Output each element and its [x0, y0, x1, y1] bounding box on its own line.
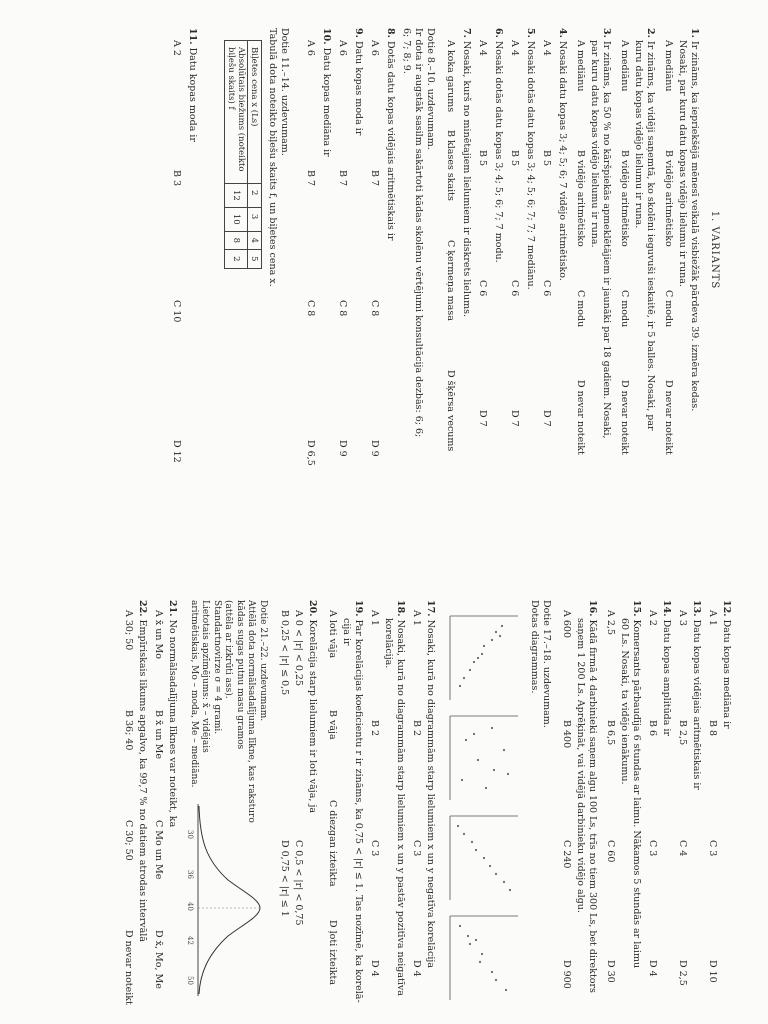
option-b[interactable]: B 2 — [411, 720, 422, 737]
question-text: Kādā firmā 4 darbinieki saņem algu 100 Ls, trīs no tiem 300 Ls, bet direktors — [587, 619, 598, 993]
variant-title: 1. VARIANTS — [709, 210, 720, 290]
question-3 — [588, 28, 612, 439]
question-5 — [524, 28, 536, 290]
question-15 — [618, 600, 642, 968]
option-a[interactable]: A 6 — [337, 40, 348, 56]
question-text: Datu kopas moda ir — [187, 47, 198, 142]
option-a[interactable]: A 30; 50 — [123, 610, 134, 651]
option-d[interactable]: D nevar noteikt — [663, 380, 674, 455]
intro-text-2: kādas sugas putnu masu gramos — [235, 600, 245, 750]
question-number: 7. — [461, 28, 472, 38]
option-a[interactable]: A x̄ un Mo — [153, 610, 164, 659]
option-c[interactable]: C 0,5 < |r| < 0,75 — [293, 840, 304, 926]
table-cell: 3 — [248, 207, 262, 231]
intro-text: Dotas diagrammas. — [529, 600, 540, 694]
intro-text-5: Lietotais apzīmējums: x̄ – vidējais — [200, 600, 211, 753]
intro-21-22 — [188, 600, 269, 823]
option-d[interactable]: D 900 — [561, 960, 572, 989]
option-c[interactable]: C modu — [619, 290, 630, 328]
question-19 — [340, 600, 364, 1003]
intro-text-6: aritmētiskais, Mo – moda, Me – mediāna. — [189, 600, 199, 788]
option-d[interactable]: D x̄, Mo, Me — [153, 930, 164, 989]
option-b[interactable]: B vāja — [327, 710, 338, 740]
question-6 — [492, 28, 504, 263]
option-a[interactable]: A 6 — [305, 40, 316, 56]
question-text: Datu kopas mediāna ir — [321, 47, 332, 157]
question-text-cont: saņem 1 200 Ls. Aprēķināt, vai vidējā darbinieku vidējo algu. — [575, 618, 586, 913]
option-a[interactable]: A 2,5 — [605, 610, 616, 635]
question-text: Nosaki, kurš no minētajiem lielumiem ir diskrets lielums. — [461, 40, 472, 317]
question-text: Datu kopas mediāna ir — [721, 619, 732, 729]
question-text: Nosaki, kurā no diagrammām starp lielumiem x un y pastāv pozitīva neigatīva — [395, 619, 406, 996]
option-a[interactable]: A 6 — [369, 40, 380, 56]
question-text: Nosaki, kurā no diagrammām starp lielumiem x un y negatīva korelācija — [425, 619, 436, 968]
question-text: Nosaki dotās datu kopas 3; 4; 5; 6; 7; 7; 7 mediānu. — [525, 40, 536, 290]
question-number: 18. — [395, 600, 406, 617]
intro-17-18 — [528, 600, 552, 728]
option-c[interactable]: C 6 — [509, 280, 520, 297]
question-text-cont: korelācija. — [383, 618, 394, 669]
question-18 — [382, 600, 406, 996]
option-c[interactable]: C 30; 50 — [123, 820, 134, 861]
question-text: No normālsadalījuma līknes var noteikt, ka — [167, 619, 178, 828]
question-7 — [460, 28, 472, 317]
option-c[interactable]: C ķermeņa masa — [445, 240, 456, 321]
option-c[interactable]: C modu — [663, 290, 674, 328]
question-text: Ir zināms, ka vidēji saņemtā, ko skolēni ieguvuši ieskaitē, ir 5 balles. Nosaki, par — [645, 40, 656, 431]
intro-8-10 — [400, 28, 436, 437]
question-text: Dotās datu kopas vidējais aritmētiskais ir — [385, 40, 396, 241]
question-text: Nosaki datu kopas 3; 4; 5; 6; 7 vidējo aritmētisko. — [557, 40, 568, 281]
option-c[interactable]: C 10 — [171, 300, 182, 323]
intro-text-cont: 6; 7; 8; 9. — [401, 28, 412, 74]
option-a[interactable]: A 1 — [369, 610, 380, 626]
option-b[interactable]: B 7 — [369, 170, 380, 187]
option-b[interactable]: B vidējo aritmētisko — [619, 150, 630, 247]
question-11 — [186, 28, 198, 142]
option-b[interactable]: B klases skaits — [445, 130, 456, 201]
option-d[interactable]: D nevar noteikt — [575, 380, 586, 455]
option-a[interactable]: A loti vāja — [327, 610, 338, 659]
option-d[interactable]: D 4 — [369, 960, 380, 977]
option-b[interactable]: B 6 — [647, 720, 658, 737]
table-header-cell: Biļetes cena x (Ls) — [248, 41, 262, 184]
option-c[interactable]: C 240 — [561, 840, 572, 869]
option-b[interactable]: B 400 — [561, 720, 572, 749]
option-c[interactable]: C 3 — [411, 840, 422, 857]
option-a[interactable]: A mediānu — [575, 40, 586, 92]
option-d[interactable]: D nevar noteikt — [123, 930, 134, 1005]
bell-curve — [199, 806, 260, 994]
question-number: 14. — [661, 600, 672, 617]
question-text: Par korelācijas koeficientu r ir zināms, ka 0,75 < |r| ≤ 1. Tas nozīmē, ka korelā- — [353, 619, 364, 1003]
option-a[interactable]: A koka garums — [445, 40, 456, 113]
question-text: Ir zināms, ka iepriekšējā mēnesī veikalā visbiežāk pārdeva 39. izmēra kedas. — [689, 40, 700, 412]
question-10 — [320, 28, 332, 157]
intro-heading: Dotie 17.–18. uzdevumam. — [541, 600, 552, 728]
option-c[interactable]: C modu — [575, 290, 586, 328]
intro-heading: Dotie 8.–10. uzdevumam. — [425, 28, 436, 150]
option-a[interactable]: A 1 — [707, 610, 718, 626]
option-c[interactable]: C diezgan izteikta — [327, 800, 338, 887]
table-header-cell: Absolūtais biežums (noteikto biļešu skaits) f — [225, 41, 248, 184]
question-14 — [660, 600, 672, 736]
question-number: 20. — [307, 600, 318, 617]
tick-label: 42 — [186, 936, 194, 945]
question-1 — [676, 28, 700, 411]
option-d[interactable]: D 4 — [647, 960, 658, 977]
intro-11-14 — [266, 28, 290, 287]
question-22 — [136, 600, 148, 942]
question-number: 2. — [645, 28, 656, 38]
option-c[interactable]: C 3 — [707, 840, 718, 857]
option-b[interactable]: B vidējo aritmētisko — [663, 150, 674, 247]
option-b[interactable]: B 7 — [337, 170, 348, 187]
option-a[interactable]: A 1 — [411, 610, 422, 626]
question-text: Datu kopas vidējais aritmētiskais ir — [691, 619, 702, 790]
table-cell: 4 — [248, 231, 262, 249]
scatter-diagrams — [442, 610, 522, 1010]
table-cell: 5 — [248, 250, 262, 268]
option-d[interactable]: D 10 — [707, 960, 718, 983]
option-c[interactable]: C 4 — [677, 840, 688, 857]
option-a[interactable]: A 600 — [561, 610, 572, 639]
scatter-plot-d — [450, 916, 518, 1000]
option-d[interactable]: D 2,5 — [677, 960, 688, 986]
option-c[interactable]: C 8 — [305, 300, 316, 317]
question-number: 1. — [689, 28, 700, 38]
scatter-plot-a — [450, 616, 518, 700]
option-c[interactable]: C 8 — [337, 300, 348, 317]
question-number: 9. — [353, 28, 364, 38]
question-text-cont: cija ir — [341, 618, 352, 646]
question-text: Komersants pārbaudīja 6 stundas ar laimu. Nākamos 5 stundās ar laimu — [631, 619, 642, 969]
option-b[interactable]: B vidējo aritmētisko — [575, 150, 586, 247]
question-12 — [720, 600, 732, 729]
option-b[interactable]: B 2,5 — [677, 720, 688, 746]
question-number: 16. — [587, 600, 598, 617]
option-b[interactable]: B 0,25 < |r| ≤ 0,5 — [279, 610, 290, 696]
tick-label: 40 — [186, 902, 194, 911]
option-c[interactable]: C 6 — [477, 280, 488, 297]
option-c[interactable]: C 8 — [369, 300, 380, 317]
intro-text-1: Attēlā dota normālsadalījuma līkne, kas raksturo — [246, 600, 257, 823]
intro-text: Ir dota ir augstāk sasilm sakārtoti kādas skolēnu vērtējumi konsultācija dezbās: 6; 6; — [413, 28, 424, 438]
option-d[interactable]: D 12 — [171, 440, 182, 463]
option-d[interactable]: D 0,75 < |r| ≤ 1 — [279, 840, 290, 917]
question-2 — [632, 28, 656, 431]
table-row — [248, 41, 262, 269]
question-number: 19. — [353, 600, 364, 617]
option-a[interactable]: A mediānu — [663, 40, 674, 92]
option-c[interactable]: C 3 — [369, 840, 380, 857]
question-number: 3. — [601, 28, 612, 38]
question-text-cont: kuru datu kopas vidējo lielumu ir runa. — [633, 40, 644, 229]
option-b[interactable]: B 8 — [707, 720, 718, 737]
question-number: 12. — [721, 600, 732, 617]
option-b[interactable]: B 6,5 — [605, 720, 616, 746]
question-number: 4. — [557, 28, 568, 38]
option-b[interactable]: B 5 — [477, 150, 488, 167]
question-text-cont: 60 Ls. Nosaki, ta vidējo ienākumu. — [619, 618, 630, 785]
question-8 — [384, 28, 396, 241]
tick-label: 36 — [186, 870, 194, 879]
frequency-table — [224, 40, 262, 269]
question-17 — [424, 600, 436, 968]
right-column — [0, 590, 768, 1010]
question-text-cont: Nosaki, par kuru datu kopas vidējo lielumu ir runa. — [677, 40, 688, 287]
option-d[interactable]: D 30 — [605, 960, 616, 983]
table-cell: 8 — [225, 231, 248, 249]
option-c[interactable]: C 3 — [647, 840, 658, 857]
question-16 — [574, 600, 598, 993]
option-b[interactable]: B 5 — [541, 150, 552, 167]
question-text: Empīriskais likums apgalvo, ka 99,7 % no datiem atrodas intervālā — [137, 619, 148, 942]
option-b[interactable]: B 5 — [509, 150, 520, 167]
question-4 — [556, 28, 568, 281]
scatter-svg — [442, 610, 522, 1010]
option-b[interactable]: B 7 — [305, 170, 316, 187]
scatter-plot-b — [450, 716, 518, 800]
question-number: 21. — [167, 600, 178, 617]
left-column — [0, 0, 768, 500]
option-d[interactable]: D 7 — [509, 410, 520, 427]
table-cell: 2 — [248, 184, 262, 208]
question-text: Korelācija starp lielumiem ir loti vāja, ja — [307, 619, 318, 814]
question-text: Ir zināms, ka 50 % no kāršpiekās apmeklētājiem ir jaunāki par 18 gadiem. Nosaki, — [601, 40, 612, 439]
table-cell: 2 — [225, 250, 248, 268]
question-text: Datu kopas moda ir — [353, 40, 364, 136]
question-text: Datu kopas amplitūda ir — [661, 619, 672, 737]
option-c[interactable]: C 6 — [541, 280, 552, 297]
question-number: 8. — [385, 28, 396, 38]
option-b[interactable]: B 3 — [171, 170, 182, 187]
option-d[interactable]: D 7 — [541, 410, 552, 427]
question-20 — [306, 600, 318, 813]
question-number: 15. — [631, 600, 642, 617]
option-d[interactable]: D šķērsa vecums — [445, 370, 456, 452]
option-a[interactable]: A 4 — [541, 40, 552, 56]
question-21 — [166, 600, 178, 827]
question-number: 17. — [425, 600, 436, 617]
intro-text: Tabulā dota noteikto biļešu skaits f, un biļetes cena x. — [267, 28, 278, 287]
option-d[interactable]: D 6,5 — [305, 440, 316, 466]
tick-label: 30 — [186, 830, 194, 839]
option-a[interactable]: A 0 < |r| < 0,25 — [293, 610, 304, 687]
normal-curve-svg — [182, 800, 268, 1000]
option-a[interactable]: A mediānu — [619, 40, 630, 92]
intro-heading: Dotie 21.–22. uzdevumam. — [258, 600, 268, 722]
table-cell: 10 — [225, 207, 248, 231]
intro-heading: Dotie 11.–14. uzdevumam. — [279, 28, 290, 156]
table-cell: 12 — [225, 184, 248, 208]
question-number: 5. — [525, 28, 536, 38]
option-b[interactable]: B x̄ un Me — [153, 710, 164, 759]
option-c[interactable]: C Mo un Me — [153, 820, 164, 880]
option-a[interactable]: A 2 — [171, 40, 182, 56]
option-a[interactable]: A 4 — [509, 40, 520, 56]
question-number: 10. — [321, 28, 332, 45]
intro-text-4: Standartnovirze σ = 4 grami. — [212, 600, 222, 735]
table-row — [225, 41, 248, 269]
intro-text-3: (attēla ar izkrūti ass). — [223, 600, 234, 699]
option-a[interactable]: A 3 — [677, 610, 688, 626]
option-d[interactable]: D 9 — [337, 440, 348, 457]
question-9 — [352, 28, 364, 135]
question-number: 22. — [137, 600, 148, 617]
option-b[interactable]: B 2 — [369, 720, 380, 737]
scatter-plot-c — [450, 816, 518, 900]
option-c[interactable]: C 60 — [605, 840, 616, 863]
option-d[interactable]: D 9 — [369, 440, 380, 457]
option-d[interactable]: D nevar noteikt — [619, 380, 630, 455]
option-a[interactable]: A 2 — [647, 610, 658, 626]
question-number: 6. — [493, 28, 504, 38]
question-text: Nosaki dotās datu kopas 3; 4; 5; 6; 7; 7 modu. — [493, 40, 504, 263]
question-number: 11. — [187, 28, 198, 45]
tick-label: 50 — [186, 976, 194, 985]
question-text-cont: par kuru datu kopas vidējo lielumu ir runa. — [589, 40, 600, 248]
option-d[interactable]: D 7 — [477, 410, 488, 427]
option-d[interactable]: D 4 — [411, 960, 422, 977]
normal-distribution — [182, 800, 268, 1000]
question-13 — [690, 600, 702, 790]
question-number: 13. — [691, 600, 702, 617]
option-d[interactable]: D ļoti izteikta — [327, 920, 338, 986]
option-b[interactable]: B 36; 40 — [123, 710, 134, 751]
option-a[interactable]: A 4 — [477, 40, 488, 56]
